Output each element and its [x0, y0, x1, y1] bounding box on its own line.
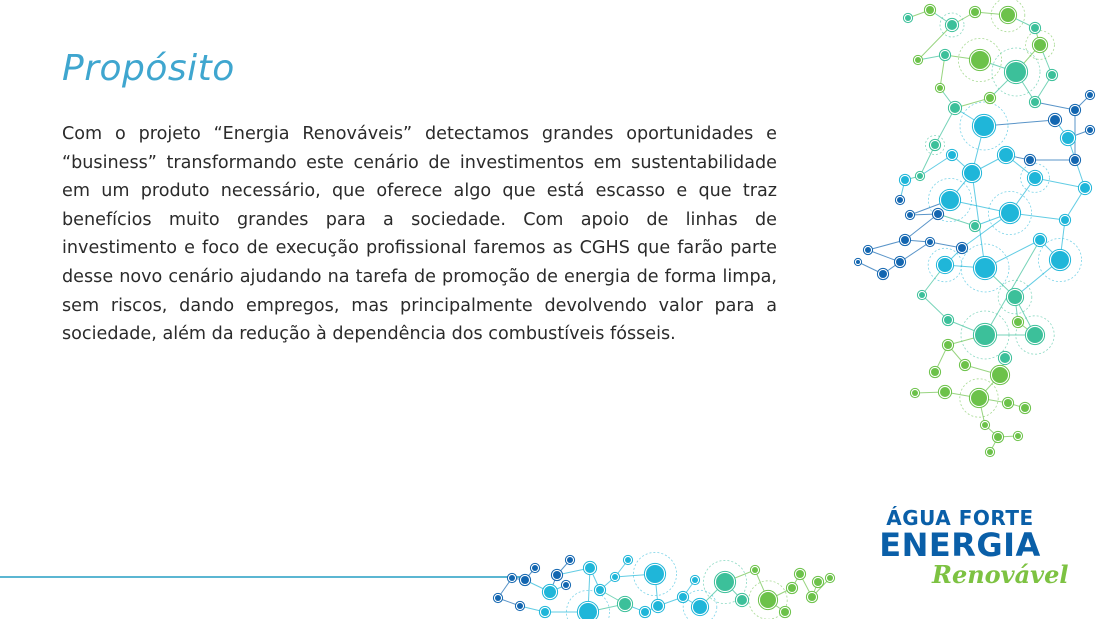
network-node — [716, 573, 734, 591]
network-node — [865, 247, 871, 253]
network-node — [947, 20, 957, 30]
network-node — [938, 258, 952, 272]
network-edge — [1035, 102, 1075, 110]
network-node — [781, 608, 789, 616]
network-node — [1048, 71, 1056, 79]
network-node — [901, 176, 909, 184]
network-node — [1071, 106, 1079, 114]
network-node — [532, 565, 538, 571]
network-node — [896, 258, 904, 266]
network-node — [760, 592, 776, 608]
network-node — [975, 258, 995, 278]
network-node — [931, 141, 939, 149]
network-node — [1015, 433, 1021, 439]
logo-line-renovavel: Renovável — [932, 560, 1069, 589]
network-node — [1031, 98, 1039, 106]
network-node — [1051, 251, 1069, 269]
network-node — [1006, 62, 1026, 82]
network-node — [1004, 399, 1012, 407]
network-node — [917, 173, 923, 179]
body-paragraph: Com o projeto “Energia Renováveis” detectamos grandes oportunidades e “business” transformando este cenário de investimentos em sustentabilidade em um produto necessário, que oferece algo que está escasso e que traz benefícios muito grandes para a sociedade. Com apoio de linhas de investimento e foco de execução profissional faremos as CGHS que farão parte desse novo cenário ajudando na tarefa de promoção de energia de forma limpa, sem riscos, dando empregos, mas principalmente devolvendo valor para a sociedade, além da redução à dependência dos combustíveis fósseis. — [62, 124, 777, 345]
network-node — [919, 292, 925, 298]
logo-line-energia: ENERGIA — [879, 526, 1041, 564]
network-node — [926, 6, 934, 14]
network-node — [907, 212, 913, 218]
network-node — [971, 51, 989, 69]
network-node — [964, 165, 980, 181]
network-node — [585, 563, 595, 573]
network-node — [752, 567, 758, 573]
network-node — [521, 576, 529, 584]
network-node — [950, 103, 960, 113]
network-node — [974, 116, 994, 136]
network-node — [1001, 204, 1019, 222]
network-node — [517, 603, 523, 609]
network-node — [937, 85, 943, 91]
network-node — [509, 575, 515, 581]
network-node — [495, 595, 501, 601]
network-node — [788, 584, 796, 592]
network-node — [653, 601, 663, 611]
network-node — [544, 586, 556, 598]
network-node — [693, 600, 707, 614]
network-node — [982, 422, 988, 428]
network-node — [948, 151, 956, 159]
network-node — [1035, 235, 1045, 245]
network-node — [1087, 92, 1093, 98]
network-node — [563, 582, 569, 588]
network-node — [692, 577, 698, 583]
network-node — [975, 325, 995, 345]
network-node — [1021, 404, 1029, 412]
network-node — [1061, 216, 1069, 224]
network-node — [971, 8, 979, 16]
network-node — [1087, 127, 1093, 133]
network-node — [625, 557, 631, 563]
network-node — [808, 593, 816, 601]
network-node — [641, 608, 649, 616]
network-node — [814, 578, 822, 586]
network-node — [941, 51, 949, 59]
network-node — [1008, 290, 1022, 304]
network-node — [796, 570, 804, 578]
network-node — [1050, 115, 1060, 125]
network-node — [1034, 39, 1046, 51]
network-node — [897, 197, 903, 203]
network-node — [999, 148, 1013, 162]
network-node — [931, 368, 939, 376]
network-node — [612, 574, 618, 580]
network-node — [827, 575, 833, 581]
network-node — [596, 586, 604, 594]
network-node — [944, 341, 952, 349]
network-node — [992, 367, 1008, 383]
network-node — [1071, 156, 1079, 164]
network-node — [915, 57, 921, 63]
network-node — [958, 244, 966, 252]
network-node — [879, 270, 887, 278]
network-node — [944, 316, 952, 324]
network-node — [1027, 327, 1043, 343]
network-node — [1001, 8, 1015, 22]
network-node — [856, 260, 860, 264]
network-node — [971, 390, 987, 406]
network-node — [1031, 24, 1039, 32]
brand-logo — [870, 506, 1070, 596]
page-title: Propósito — [62, 48, 235, 89]
network-node — [1000, 353, 1010, 363]
network-node — [905, 15, 911, 21]
network-node — [1080, 183, 1090, 193]
network-node — [901, 236, 909, 244]
network-node — [541, 608, 549, 616]
network-node — [1062, 132, 1074, 144]
network-node — [941, 191, 959, 209]
network-node — [1014, 318, 1022, 326]
network-node — [940, 387, 950, 397]
network-node — [934, 210, 942, 218]
network-node — [927, 239, 933, 245]
network-node — [737, 595, 747, 605]
logo-line-agua-forte: ÁGUA FORTE — [886, 506, 1034, 530]
network-node — [994, 433, 1002, 441]
network-node — [567, 557, 573, 563]
network-node — [961, 361, 969, 369]
network-node — [1026, 156, 1034, 164]
network-node — [553, 571, 561, 579]
network-node — [987, 449, 993, 455]
network-node — [619, 598, 631, 610]
network-node — [1029, 172, 1041, 184]
network-node — [986, 94, 994, 102]
network-node — [971, 222, 979, 230]
network-node — [912, 390, 918, 396]
network-node — [646, 565, 664, 583]
network-node — [679, 593, 687, 601]
